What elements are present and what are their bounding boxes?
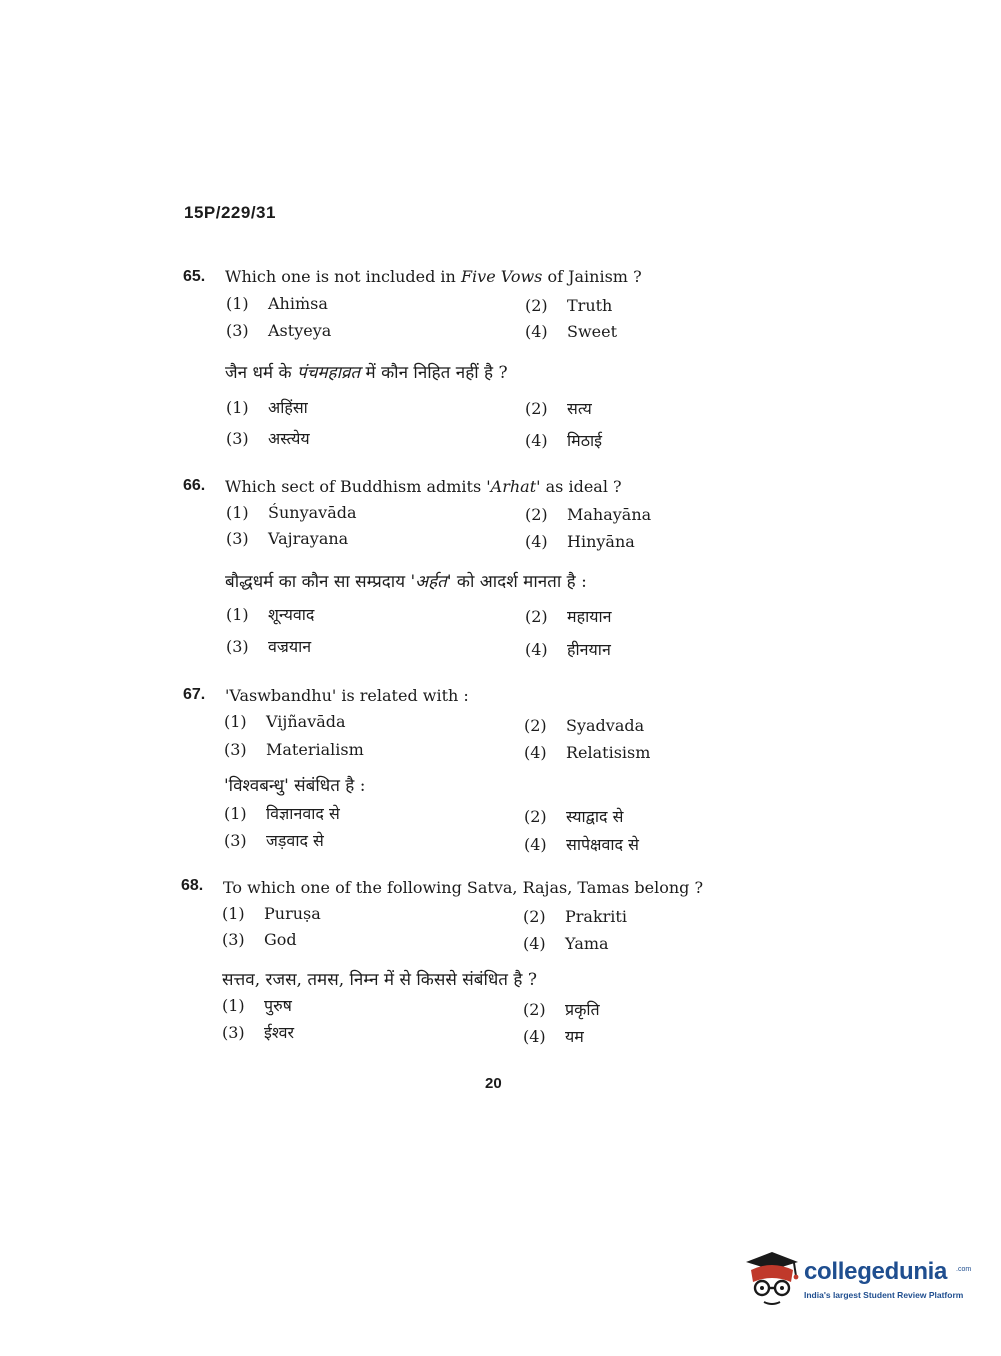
- option-en-1: (1) Śunyavāda: [226, 503, 357, 522]
- logo-wordmark: collegedunia: [804, 1258, 948, 1285]
- option-en-1: (1) Ahiṁsa: [226, 294, 328, 313]
- page-code: 15P/229/31: [184, 203, 276, 222]
- option-hi-1: (1) शून्यवाद: [226, 605, 315, 624]
- question-number: 68.: [181, 877, 204, 894]
- option-hi-3: (3) अस्त्येय: [226, 429, 310, 448]
- question-text-en: Which sect of Buddhism admits 'Arhat' as ideal ?: [225, 477, 622, 496]
- question-number: 66.: [183, 477, 206, 494]
- option-en-4: (4) Hinyāna: [525, 532, 635, 551]
- question-text-hi: बौद्धधर्म का कौन सा सम्प्रदाय 'अर्हत' को आदर्श मानता है :: [225, 572, 587, 592]
- option-en-2: (2) Mahayāna: [525, 505, 652, 524]
- option-hi-4: (4) सापेक्षवाद से: [524, 835, 639, 854]
- question-text-en: 'Vaswbandhu' is related with :: [225, 686, 469, 705]
- option-en-2: (2) Truth: [525, 296, 613, 315]
- option-hi-3: (3) ईश्वर: [222, 1023, 295, 1042]
- option-hi-1: (1) विज्ञानवाद से: [224, 804, 340, 823]
- logo-domain-suffix: .com: [956, 1266, 972, 1273]
- option-en-3: (3) Materialism: [224, 740, 364, 759]
- option-en-4: (4) Yama: [523, 934, 609, 953]
- option-hi-3: (3) वज्रयान: [226, 637, 312, 656]
- option-hi-2: (2) प्रकृति: [523, 1000, 600, 1019]
- option-en-2: (2) Syadvada: [524, 716, 645, 735]
- option-hi-4: (4) हीनयान: [525, 640, 611, 659]
- option-en-3: (3) Vajrayana: [226, 529, 349, 548]
- option-en-1: (1) Vijñavāda: [224, 712, 346, 731]
- question-text-hi: सत्तव, रजस, तमस, निम्न में से किससे संबंधित है ?: [222, 970, 537, 990]
- question-text-en: To which one of the following Satva, Rajas, Tamas belong ?: [223, 878, 704, 897]
- option-hi-4: (4) मिठाई: [525, 431, 603, 450]
- option-hi-1: (1) पुरुष: [222, 996, 292, 1015]
- option-hi-4: (4) यम: [523, 1027, 584, 1046]
- logo-tagline: India's largest Student Review Platform: [804, 1290, 964, 1300]
- question-number: 65.: [183, 268, 206, 285]
- question-number: 67.: [183, 686, 206, 703]
- option-en-1: (1) Puruṣa: [222, 904, 321, 923]
- option-hi-2: (2) स्याद्वाद से: [524, 807, 624, 826]
- option-en-4: (4) Relatisism: [524, 743, 651, 762]
- option-en-3: (3) God: [222, 930, 297, 949]
- option-hi-1: (1) अहिंसा: [226, 398, 308, 417]
- mascot-icon: [742, 1250, 802, 1310]
- question-text-en: Which one is not included in Five Vows of Jainism ?: [225, 267, 642, 286]
- option-hi-2: (2) महायान: [525, 607, 612, 626]
- option-en-4: (4) Sweet: [525, 322, 618, 341]
- option-hi-2: (2) सत्य: [525, 399, 592, 418]
- option-hi-3: (3) जड़वाद से: [224, 831, 324, 850]
- question-text-hi: 'विश्वबन्धु' संबंधित है :: [224, 776, 366, 796]
- option-en-2: (2) Prakriti: [523, 907, 627, 926]
- question-text-hi: जैन धर्म के पंचमहाव्रत में कौन निहित नहीं है ?: [225, 363, 508, 383]
- page-number: 20: [485, 1075, 502, 1092]
- collegedunia-logo: [742, 1250, 972, 1310]
- option-en-3: (3) Astyeya: [226, 321, 332, 340]
